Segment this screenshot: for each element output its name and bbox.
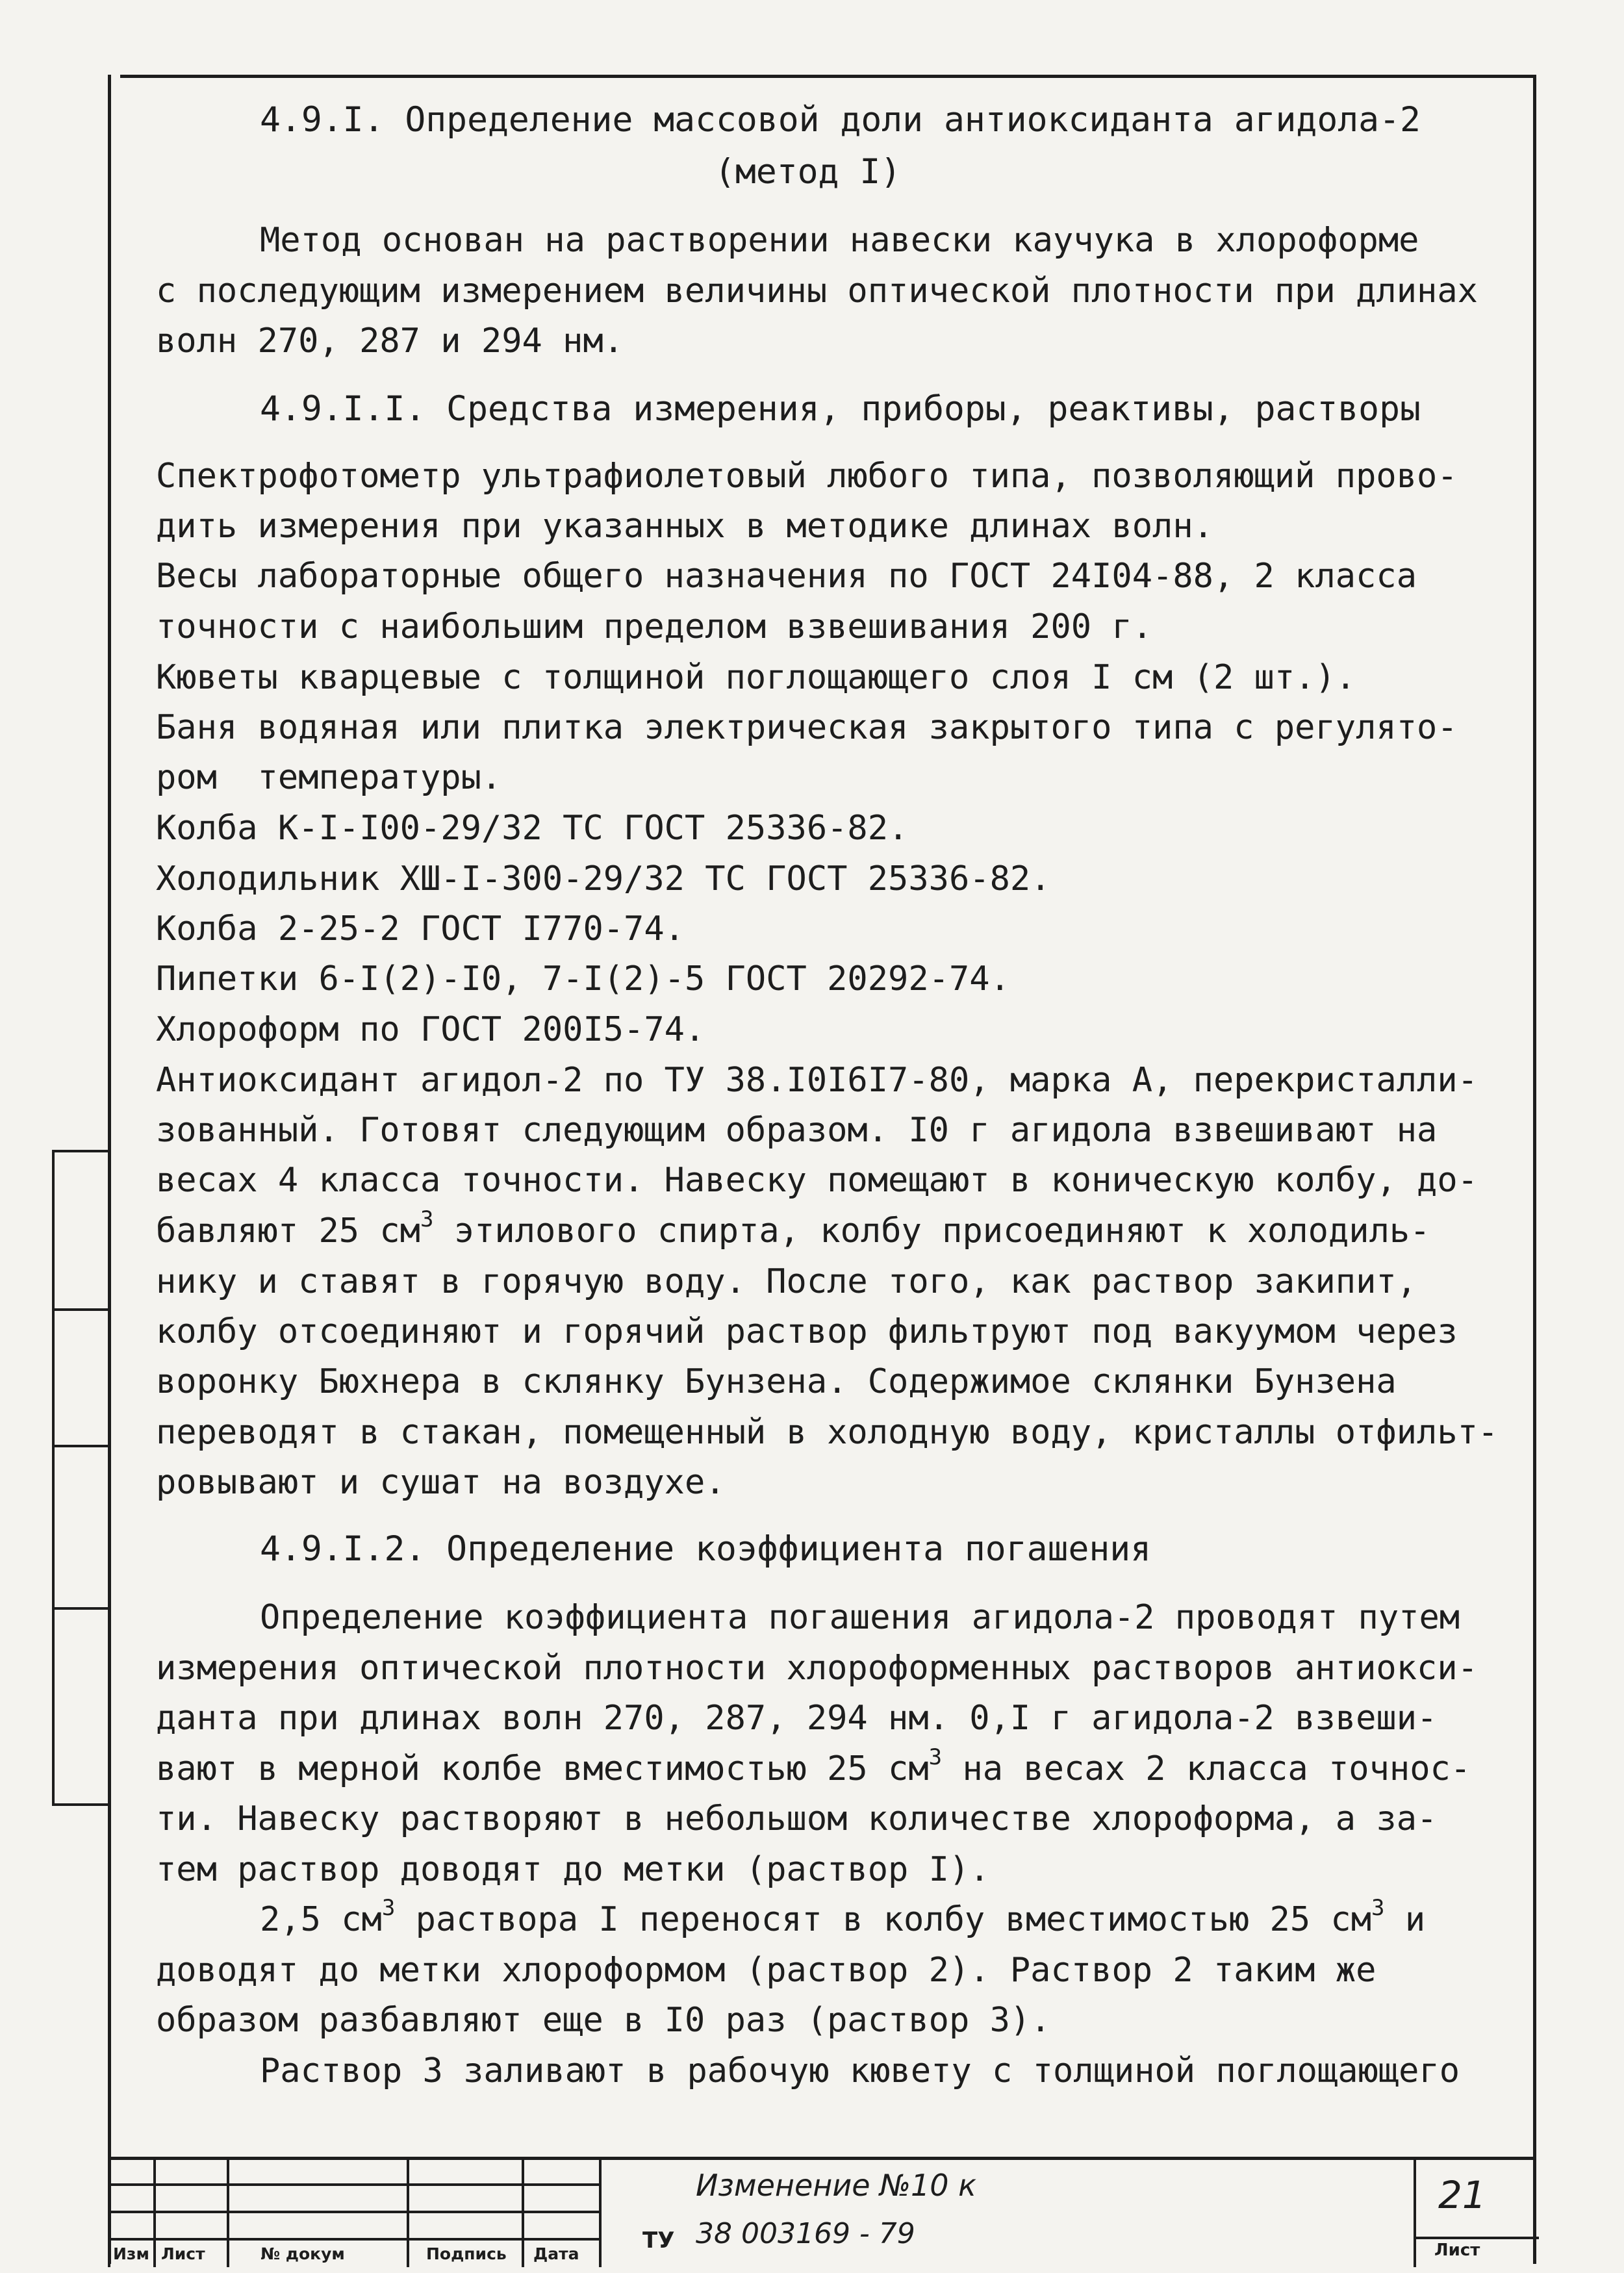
paragraph-line: измерения оптической плотности хлороформенных растворов антиокси- (156, 1649, 1478, 1688)
text-segment: и (1384, 1900, 1426, 1939)
superscript: 3 (1371, 1894, 1385, 1921)
grid-col-line (522, 2160, 524, 2267)
paragraph-line: Кюветы кварцевые с толщиной поглощающего слоя I см (2 шт.). (156, 658, 1356, 697)
title-block (108, 2157, 1536, 2267)
paragraph-line: Холодильник ХШ-I-300-29/32 ТС ГОСТ 25336-82. (156, 859, 1051, 898)
paragraph-line: Хлороформ по ГОСТ 200I5-74. (156, 1010, 705, 1049)
col-label-doc-number: № докум (260, 2244, 345, 2263)
paragraph-line (156, 1746, 1471, 1792)
paragraph-line: Колба К-I-I00-29/32 ТС ГОСТ 25336-82. (156, 809, 909, 848)
paragraph-line: тем раствор доводят до метки (раствор I). (156, 1850, 990, 1889)
paragraph-line: Пипетки 6-I(2)-I0, 7-I(2)-5 ГОСТ 20292-74. (156, 959, 1010, 998)
spec-code: 38 003169 - 79 (696, 2217, 915, 2250)
col-label-sheet: Лист (161, 2244, 205, 2263)
col-label-date: Дата (533, 2244, 579, 2263)
section-subheading: (метод I) (715, 152, 902, 192)
paragraph-line: весах 4 класса точности. Навеску помещают в коническую колбу, до- (156, 1161, 1478, 1200)
title-block-grid (108, 2160, 602, 2267)
spec-code-prefix: ТУ (642, 2228, 675, 2254)
paragraph-line: колбу отсоединяют и горячий раствор фильтруют под вакуумом через (156, 1312, 1458, 1351)
paragraph-line: данта при длинах волн 270, 287, 294 нм. 0,I г агидола-2 взвеши- (156, 1699, 1438, 1738)
subsection-heading: 4.9.I.2. Определение коэффициента погашения (260, 1529, 1152, 1569)
paragraph-line: Антиоксидант агидол-2 по ТУ 38.I0I6I7-80, марка А, перекристалли- (156, 1061, 1478, 1100)
subsection-heading: 4.9.I.I. Средства измерения, приборы, реактивы, растворы (260, 389, 1421, 429)
side-stamp-divider (55, 1308, 110, 1311)
grid-col-line (599, 2160, 602, 2267)
paragraph-line: точности с наибольшим пределом взвешивания 200 г. (156, 607, 1153, 646)
grid-col-line (108, 2160, 110, 2267)
intro-line: волн 270, 287 и 294 нм. (156, 322, 624, 361)
paragraph-line: ровывают и сушат на воздухе. (156, 1463, 726, 1502)
paragraph-line: образом разбавляют еще в I0 раз (раствор 3). (156, 2001, 1051, 2040)
text-segment: этилового спирта, колбу присоединяют к холодиль- (433, 1212, 1430, 1251)
superscript: 3 (928, 1744, 943, 1770)
paragraph-line: Баня водяная или плитка электрическая закрытого типа с регулято- (156, 708, 1458, 747)
paragraph-line: зованный. Готовят следующим образом. I0 г агидола взвешивают на (156, 1111, 1438, 1150)
col-label-signature: Подпись (426, 2244, 507, 2263)
sheet-box-divider (1416, 2237, 1539, 2239)
text-segment: 2,5 см (260, 1900, 382, 1939)
paragraph-line: Колба 2-25-2 ГОСТ I770-74. (156, 909, 685, 948)
text-segment: на весах 2 класса точнос- (942, 1749, 1471, 1788)
paragraph-line: нику и ставят в горячую воду. После того, как раствор закипит, (156, 1262, 1417, 1301)
paragraph-line: Весы лабораторные общего назначения по ГОСТ 24I04-88, 2 класса (156, 557, 1417, 596)
paragraph-line: переводят в стакан, помещенный в холодную воду, кристаллы отфильт- (156, 1413, 1499, 1452)
paragraph-line: Раствор 3 заливают в рабочую кювету с толщиной поглощающего (260, 2051, 1460, 2090)
grid-col-line (227, 2160, 229, 2267)
paragraph-line (156, 1208, 1430, 1254)
side-stamp-divider (55, 1607, 110, 1610)
intro-line: Метод основан на растворении навески каучука в хлороформе (260, 221, 1419, 260)
paragraph-line: Спектрофотометр ультрафиолетовый любого типа, позволяющий прово- (156, 457, 1458, 496)
text-segment: раствора I переносят в колбу вместимостью 25 см (395, 1900, 1372, 1939)
paragraph-line: ром температуры. (156, 758, 502, 797)
superscript: 3 (381, 1894, 396, 1921)
sheet-number-box (1414, 2160, 1536, 2267)
frame-left-border (108, 75, 111, 2264)
paragraph-line (260, 1894, 1426, 1942)
side-stamp-divider (55, 1445, 110, 1447)
frame-top-border (120, 75, 1536, 78)
paragraph-line: ти. Навеску растворяют в небольшом количестве хлороформа, а за- (156, 1799, 1438, 1838)
grid-col-line (407, 2160, 409, 2267)
intro-line: с последующим измерением величины оптической плотности при длинах (156, 272, 1478, 311)
grid-row-line (108, 2183, 602, 2186)
section-heading: 4.9.I. Определение массовой доли антиоксиданта агидола-2 (260, 100, 1421, 140)
grid-row-line (108, 2238, 602, 2241)
paragraph-line: воронку Бюхнера в склянку Бунзена. Содержимое склянки Бунзена (156, 1362, 1397, 1401)
text-segment: бавляют 25 см (156, 1212, 420, 1251)
grid-row-line (108, 2211, 602, 2213)
paragraph-line: Определение коэффициента погашения агидола-2 проводят путем (260, 1598, 1460, 1637)
side-stamp-box (52, 1150, 108, 1806)
paragraph-line: доводят до метки хлороформом (раствор 2). Раствор 2 таким же (156, 1951, 1377, 1990)
superscript: 3 (420, 1206, 434, 1232)
sheet-label: Лист (1434, 2241, 1480, 2260)
grid-col-line (153, 2160, 156, 2267)
text-segment: вают в мерной колбе вместимостью 25 см (156, 1749, 929, 1788)
col-label-change: Изм (113, 2244, 149, 2263)
sheet-number: 21 (1438, 2173, 1486, 2217)
frame-right-border (1533, 75, 1536, 2264)
paragraph-line: дить измерения при указанных в методике длинах волн. (156, 507, 1213, 546)
change-note: Изменение №10 к (696, 2168, 976, 2203)
